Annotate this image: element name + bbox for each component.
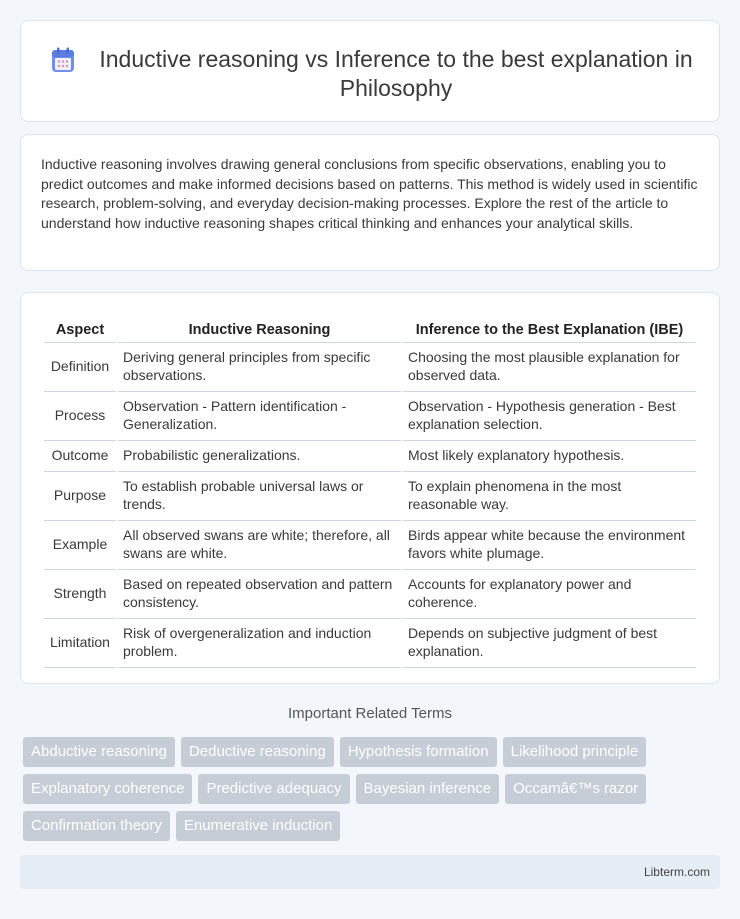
row-inductive: All observed swans are white; therefore, all swans are white. bbox=[118, 521, 401, 570]
footer bbox=[20, 855, 720, 889]
row-inductive: Observation - Pattern identification - Generalization. bbox=[118, 392, 401, 441]
row-ibe: Choosing the most plausible explanation for observed data. bbox=[403, 343, 696, 392]
related-term-tag[interactable]: Abductive reasoning bbox=[23, 737, 175, 767]
related-term-tag[interactable]: Explanatory coherence bbox=[23, 774, 192, 804]
column-header-aspect: Aspect bbox=[44, 313, 116, 343]
related-term-tag[interactable]: Occamâ€™s razor bbox=[505, 774, 646, 804]
related-term-tag[interactable]: Predictive adequacy bbox=[198, 774, 349, 804]
intro-card bbox=[20, 134, 720, 271]
page-title: Inductive reasoning vs Inference to the best explanation in Philosophy bbox=[99, 46, 693, 101]
row-inductive: Deriving general principles from specific observations. bbox=[118, 343, 401, 392]
row-inductive: Probabilistic generalizations. bbox=[118, 441, 401, 472]
row-aspect: Process bbox=[44, 392, 116, 441]
row-ibe: Accounts for explanatory power and coherence. bbox=[403, 570, 696, 619]
table-row bbox=[44, 570, 696, 619]
related-terms-title: Important Related Terms bbox=[288, 705, 452, 722]
calendar-icon bbox=[51, 47, 75, 73]
comparison-table bbox=[42, 313, 698, 668]
table-row bbox=[44, 521, 696, 570]
row-ibe: Birds appear white because the environment favors white plumage. bbox=[403, 521, 696, 570]
column-header-inductive: Inductive Reasoning bbox=[118, 313, 401, 343]
table-row bbox=[44, 472, 696, 521]
comparison-table-card bbox=[20, 292, 720, 684]
row-inductive: Based on repeated observation and pattern consistency. bbox=[118, 570, 401, 619]
column-header-ibe: Inference to the Best Explanation (IBE) bbox=[403, 313, 696, 343]
table-row bbox=[44, 619, 696, 668]
row-aspect: Purpose bbox=[44, 472, 116, 521]
row-aspect: Limitation bbox=[44, 619, 116, 668]
row-ibe: Most likely explanatory hypothesis. bbox=[403, 441, 696, 472]
row-aspect: Definition bbox=[44, 343, 116, 392]
related-term-tag[interactable]: Bayesian inference bbox=[356, 774, 500, 804]
intro-text: Inductive reasoning involves drawing general conclusions from specific observations, enabling you to predict outcomes and make informed decisions based on patterns. This method is widely used in scientific research, problem-solving, and everyday decision-making processes. Explore the rest of the article to understand how inductive reasoning shapes critical thinking and enhances your analytical skills. bbox=[41, 156, 698, 231]
related-terms-list bbox=[23, 737, 723, 841]
related-term-tag[interactable]: Enumerative induction bbox=[176, 811, 340, 841]
row-ibe: Depends on subjective judgment of best explanation. bbox=[403, 619, 696, 668]
table-row bbox=[44, 392, 696, 441]
header-card bbox=[20, 20, 720, 122]
row-aspect: Example bbox=[44, 521, 116, 570]
related-term-tag[interactable]: Hypothesis formation bbox=[340, 737, 497, 767]
row-aspect: Outcome bbox=[44, 441, 116, 472]
row-ibe: Observation - Hypothesis generation - Best explanation selection. bbox=[403, 392, 696, 441]
row-inductive: To establish probable universal laws or trends. bbox=[118, 472, 401, 521]
row-ibe: To explain phenomena in the most reasonable way. bbox=[403, 472, 696, 521]
related-term-tag[interactable]: Deductive reasoning bbox=[181, 737, 334, 767]
table-row bbox=[44, 441, 696, 472]
row-inductive: Risk of overgeneralization and induction problem. bbox=[118, 619, 401, 668]
table-header-row bbox=[44, 313, 696, 343]
related-term-tag[interactable]: Confirmation theory bbox=[23, 811, 170, 841]
row-aspect: Strength bbox=[44, 570, 116, 619]
table-row bbox=[44, 343, 696, 392]
related-term-tag[interactable]: Likelihood principle bbox=[503, 737, 647, 767]
footer-site-link[interactable]: Libterm.com bbox=[643, 865, 710, 879]
